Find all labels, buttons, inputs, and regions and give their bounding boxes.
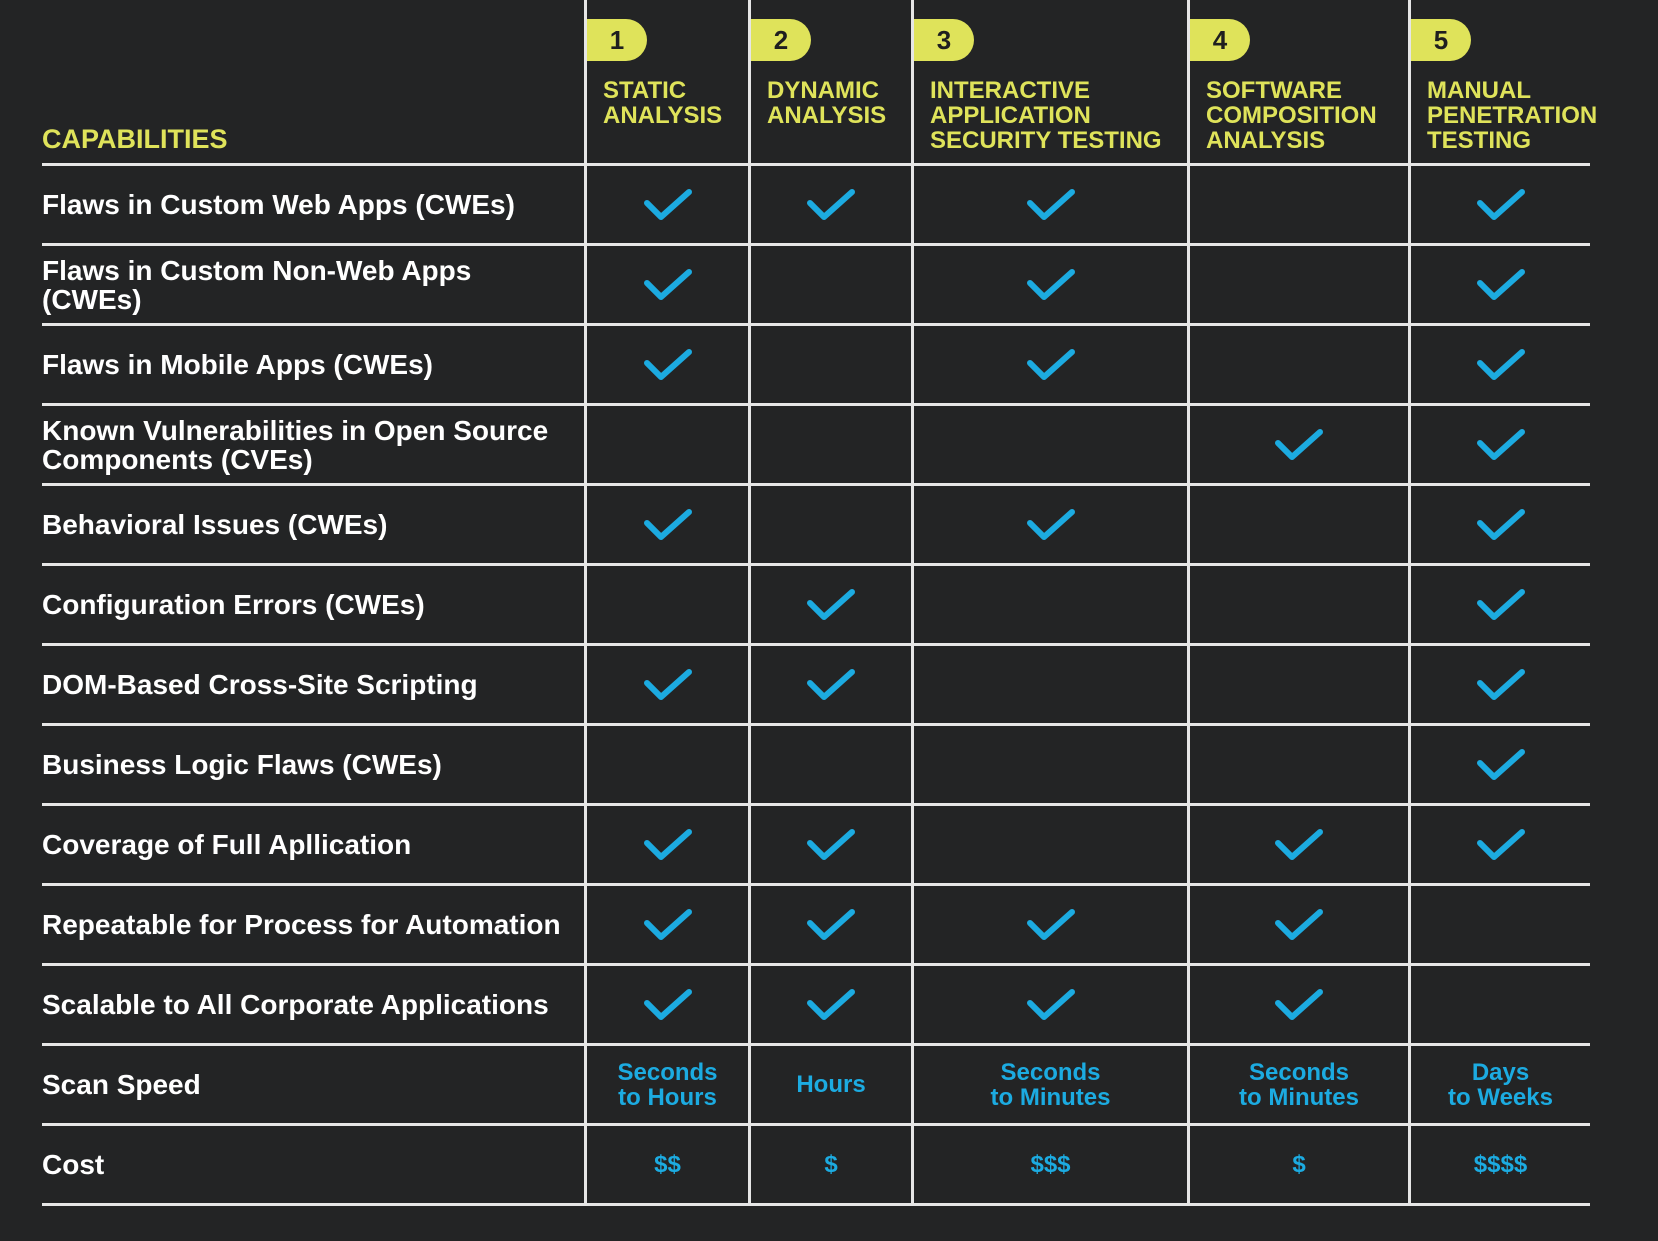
column-title: INTERACTIVE APPLICATION SECURITY TESTING <box>930 77 1162 154</box>
row-label-text: DOM-Based Cross-Site Scripting <box>42 669 478 700</box>
checkmark-icon <box>1476 587 1526 623</box>
capabilities-header <box>42 0 584 166</box>
table-cell <box>748 326 911 406</box>
row-label <box>42 806 584 886</box>
table-cell <box>1408 806 1590 886</box>
scan-speed-label <box>42 1046 584 1126</box>
table-cell <box>1187 486 1408 566</box>
table-cell <box>584 246 748 326</box>
checkmark-icon <box>1026 507 1076 543</box>
row-label-text: Scan Speed <box>42 1069 201 1100</box>
row-label-text: Flaws in Mobile Apps (CWEs) <box>42 349 433 380</box>
checkmark-icon <box>1274 827 1324 863</box>
row-label <box>42 566 584 646</box>
column-header-3 <box>911 0 1187 166</box>
column-title: DYNAMIC ANALYSIS <box>767 77 887 129</box>
table-cell <box>584 966 748 1046</box>
column-number-badge: 5 <box>1411 19 1471 61</box>
table-cell <box>584 486 748 566</box>
table-cell <box>911 726 1187 806</box>
cost-value: $ <box>824 1151 838 1178</box>
table-cell <box>1408 886 1590 966</box>
checkmark-icon <box>1476 507 1526 543</box>
table-cell <box>911 166 1187 246</box>
checkmark-icon <box>1476 187 1526 223</box>
row-label-text: Configuration Errors (CWEs) <box>42 589 425 620</box>
column-header-1 <box>584 0 748 166</box>
checkmark-icon <box>1026 347 1076 383</box>
checkmark-icon <box>806 667 856 703</box>
table-cell <box>911 406 1187 486</box>
table-cell <box>1408 166 1590 246</box>
row-label <box>42 966 584 1046</box>
checkmark-icon <box>1476 827 1526 863</box>
column-header-4 <box>1187 0 1408 166</box>
checkmark-icon <box>643 667 693 703</box>
scan-speed-value: Seconds to Minutes <box>1239 1058 1359 1111</box>
table-cell <box>1187 966 1408 1046</box>
row-label-text: Flaws in Custom Web Apps (CWEs) <box>42 189 515 220</box>
table-cell <box>748 726 911 806</box>
checkmark-icon <box>806 987 856 1023</box>
checkmark-icon <box>1274 427 1324 463</box>
table-cell <box>1187 726 1408 806</box>
checkmark-icon <box>806 587 856 623</box>
row-label <box>42 166 584 246</box>
row-label <box>42 486 584 566</box>
row-label-text: Cost <box>42 1149 105 1180</box>
table-cell <box>1408 726 1590 806</box>
table-cell <box>1187 646 1408 726</box>
row-label-text: Business Logic Flaws (CWEs) <box>42 749 442 780</box>
table-cell <box>748 966 911 1046</box>
table-cell <box>911 806 1187 886</box>
table-cell <box>911 566 1187 646</box>
table-cell <box>748 1046 911 1126</box>
column-header-5 <box>1408 0 1598 166</box>
checkmark-icon <box>643 827 693 863</box>
table-cell <box>748 486 911 566</box>
table-cell <box>1408 406 1590 486</box>
cost-value: $ <box>1292 1151 1306 1178</box>
checkmark-icon <box>1026 187 1076 223</box>
table-cell <box>911 1046 1187 1126</box>
row-label <box>42 646 584 726</box>
checkmark-icon <box>1476 667 1526 703</box>
table-cell <box>1408 246 1590 326</box>
table-cell <box>584 406 748 486</box>
table-cell <box>584 1046 748 1126</box>
checkmark-icon <box>1026 907 1076 943</box>
table-cell <box>1408 646 1590 726</box>
row-label-text: Scalable to All Corporate Applications <box>42 989 549 1020</box>
checkmark-icon <box>1476 347 1526 383</box>
checkmark-icon <box>1476 267 1526 303</box>
cost-value: $$$ <box>1030 1151 1071 1178</box>
row-label <box>42 406 584 486</box>
scan-speed-value: Seconds to Hours <box>617 1058 718 1111</box>
row-label-text: Known Vulnerabilities in Open Source Components (CVEs) <box>42 414 549 475</box>
checkmark-icon <box>1274 907 1324 943</box>
table-cell <box>911 646 1187 726</box>
table-cell <box>1187 326 1408 406</box>
table-cell <box>1187 166 1408 246</box>
column-number-badge: 1 <box>587 19 647 61</box>
column-number-badge: 3 <box>914 19 974 61</box>
checkmark-icon <box>806 907 856 943</box>
checkmark-icon <box>643 187 693 223</box>
column-title: STATIC ANALYSIS <box>603 77 723 129</box>
row-label-text: Repeatable for Process for Automation <box>42 909 561 940</box>
table-cell <box>1408 1046 1590 1126</box>
row-label-text: Coverage of Full Apllication <box>42 829 412 860</box>
checkmark-icon <box>643 907 693 943</box>
table-cell <box>1187 1126 1408 1206</box>
table-cell <box>584 326 748 406</box>
table-cell <box>1408 326 1590 406</box>
table-cell <box>748 406 911 486</box>
table-cell <box>1408 1126 1590 1206</box>
table-cell <box>584 166 748 246</box>
row-label <box>42 326 584 406</box>
checkmark-icon <box>643 987 693 1023</box>
table-cell <box>584 726 748 806</box>
scan-speed-value: Hours <box>796 1071 866 1098</box>
table-cell <box>911 246 1187 326</box>
table-cell <box>1187 566 1408 646</box>
table-cell <box>911 886 1187 966</box>
cost-value: $$$$ <box>1473 1151 1528 1178</box>
table-cell <box>748 566 911 646</box>
cost-label <box>42 1126 584 1206</box>
cost-value: $$ <box>654 1151 681 1178</box>
table-cell <box>1187 246 1408 326</box>
table-cell <box>1408 486 1590 566</box>
table-cell <box>1187 1046 1408 1126</box>
table-cell <box>911 326 1187 406</box>
table-cell <box>584 566 748 646</box>
scan-speed-value: Seconds to Minutes <box>990 1058 1111 1111</box>
checkmark-icon <box>1476 747 1526 783</box>
table-cell <box>584 806 748 886</box>
checkmark-icon <box>1274 987 1324 1023</box>
table-cell <box>748 886 911 966</box>
table-cell <box>1187 406 1408 486</box>
table-cell <box>584 886 748 966</box>
checkmark-icon <box>806 187 856 223</box>
table-cell <box>748 246 911 326</box>
row-label-text: Flaws in Custom Non-Web Apps (CWEs) <box>42 254 472 315</box>
table-cell <box>1408 566 1590 646</box>
table-cell <box>911 1126 1187 1206</box>
table-cell <box>748 646 911 726</box>
column-title: SOFTWARE COMPOSITION ANALYSIS <box>1206 77 1377 154</box>
checkmark-icon <box>643 507 693 543</box>
checkmark-icon <box>643 347 693 383</box>
checkmark-icon <box>1476 427 1526 463</box>
table-cell <box>748 1126 911 1206</box>
table-cell <box>748 166 911 246</box>
checkmark-icon <box>1026 267 1076 303</box>
row-label <box>42 246 584 326</box>
table-cell <box>911 486 1187 566</box>
table-cell <box>1187 806 1408 886</box>
column-number-badge: 4 <box>1190 19 1250 61</box>
table-cell <box>584 1126 748 1206</box>
row-label <box>42 726 584 806</box>
checkmark-icon <box>643 267 693 303</box>
row-label-text: Behavioral Issues (CWEs) <box>42 509 388 540</box>
table-cell <box>584 646 748 726</box>
column-header-2 <box>748 0 911 166</box>
table-cell <box>1408 966 1590 1046</box>
checkmark-icon <box>1026 987 1076 1023</box>
column-number-badge: 2 <box>751 19 811 61</box>
capabilities-comparison-table <box>42 0 1598 1241</box>
row-label <box>42 886 584 966</box>
table-cell <box>911 966 1187 1046</box>
scan-speed-value: Days to Weeks <box>1448 1058 1553 1111</box>
table-cell <box>1187 886 1408 966</box>
column-title: MANUAL PENETRATION TESTING <box>1427 77 1598 154</box>
capabilities-label: CAPABILITIES <box>42 124 228 154</box>
checkmark-icon <box>806 827 856 863</box>
table-cell <box>748 806 911 886</box>
